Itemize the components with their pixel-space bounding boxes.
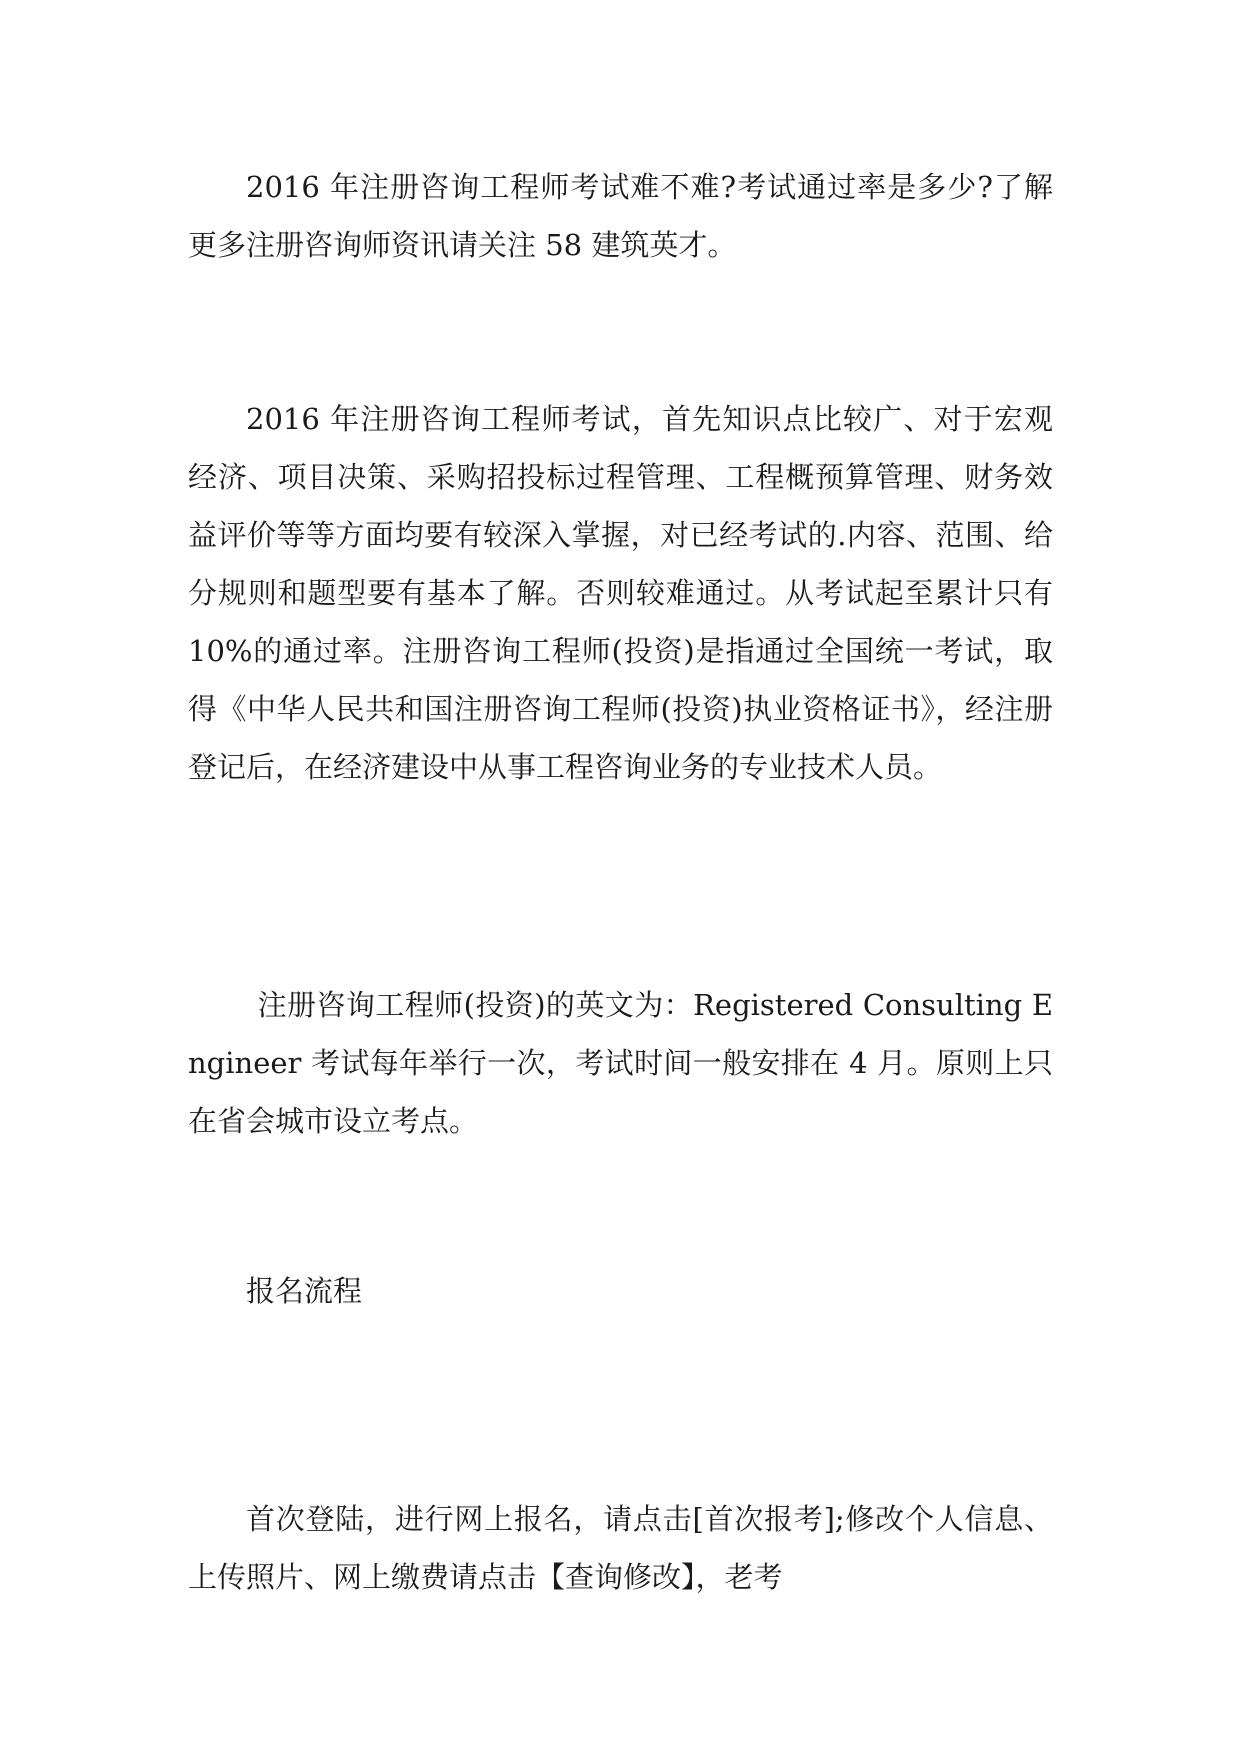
paragraph-exam-difficulty: 2016 年注册咨询工程师考试，首先知识点比较广、对于宏观经济、项目决策、采购招投标过程管理、工程概预算管理、财务效益评价等等方面均要有较深入掌握，对已经考试的.内容、范围、给分规则和题型要有基本了解。否则较难通过。从考试起至累计只有 10%的通过率。注册咨询工程师(投资)是指通过全国统一考试，取得《中华人民共和国注册咨询工程师(投资)执业资格证书》，经注册登记后，在经济建设中从事工程咨询业务的专业技术人员。 xyxy=(188,402,1053,784)
paragraph-intro: 2016 年注册咨询工程师考试难不难?考试通过率是多少?了解更多注册咨询师资讯请关注 58 建筑英才。 xyxy=(188,170,1053,262)
paragraph-english-name: 注册咨询工程师(投资)的英文为：Registered Consulting Engineer 考试每年举行一次，考试时间一般安排在 4 月。原则上只在省会城市设立考点。 xyxy=(188,988,1053,1138)
section-heading-registration: 报名流程 xyxy=(246,1274,363,1308)
paragraph-registration-steps: 首次登陆，进行网上报名，请点击[首次报考];修改个人信息、上传照片、网上缴费请点击【查询修改】，老考 xyxy=(188,1502,1053,1594)
